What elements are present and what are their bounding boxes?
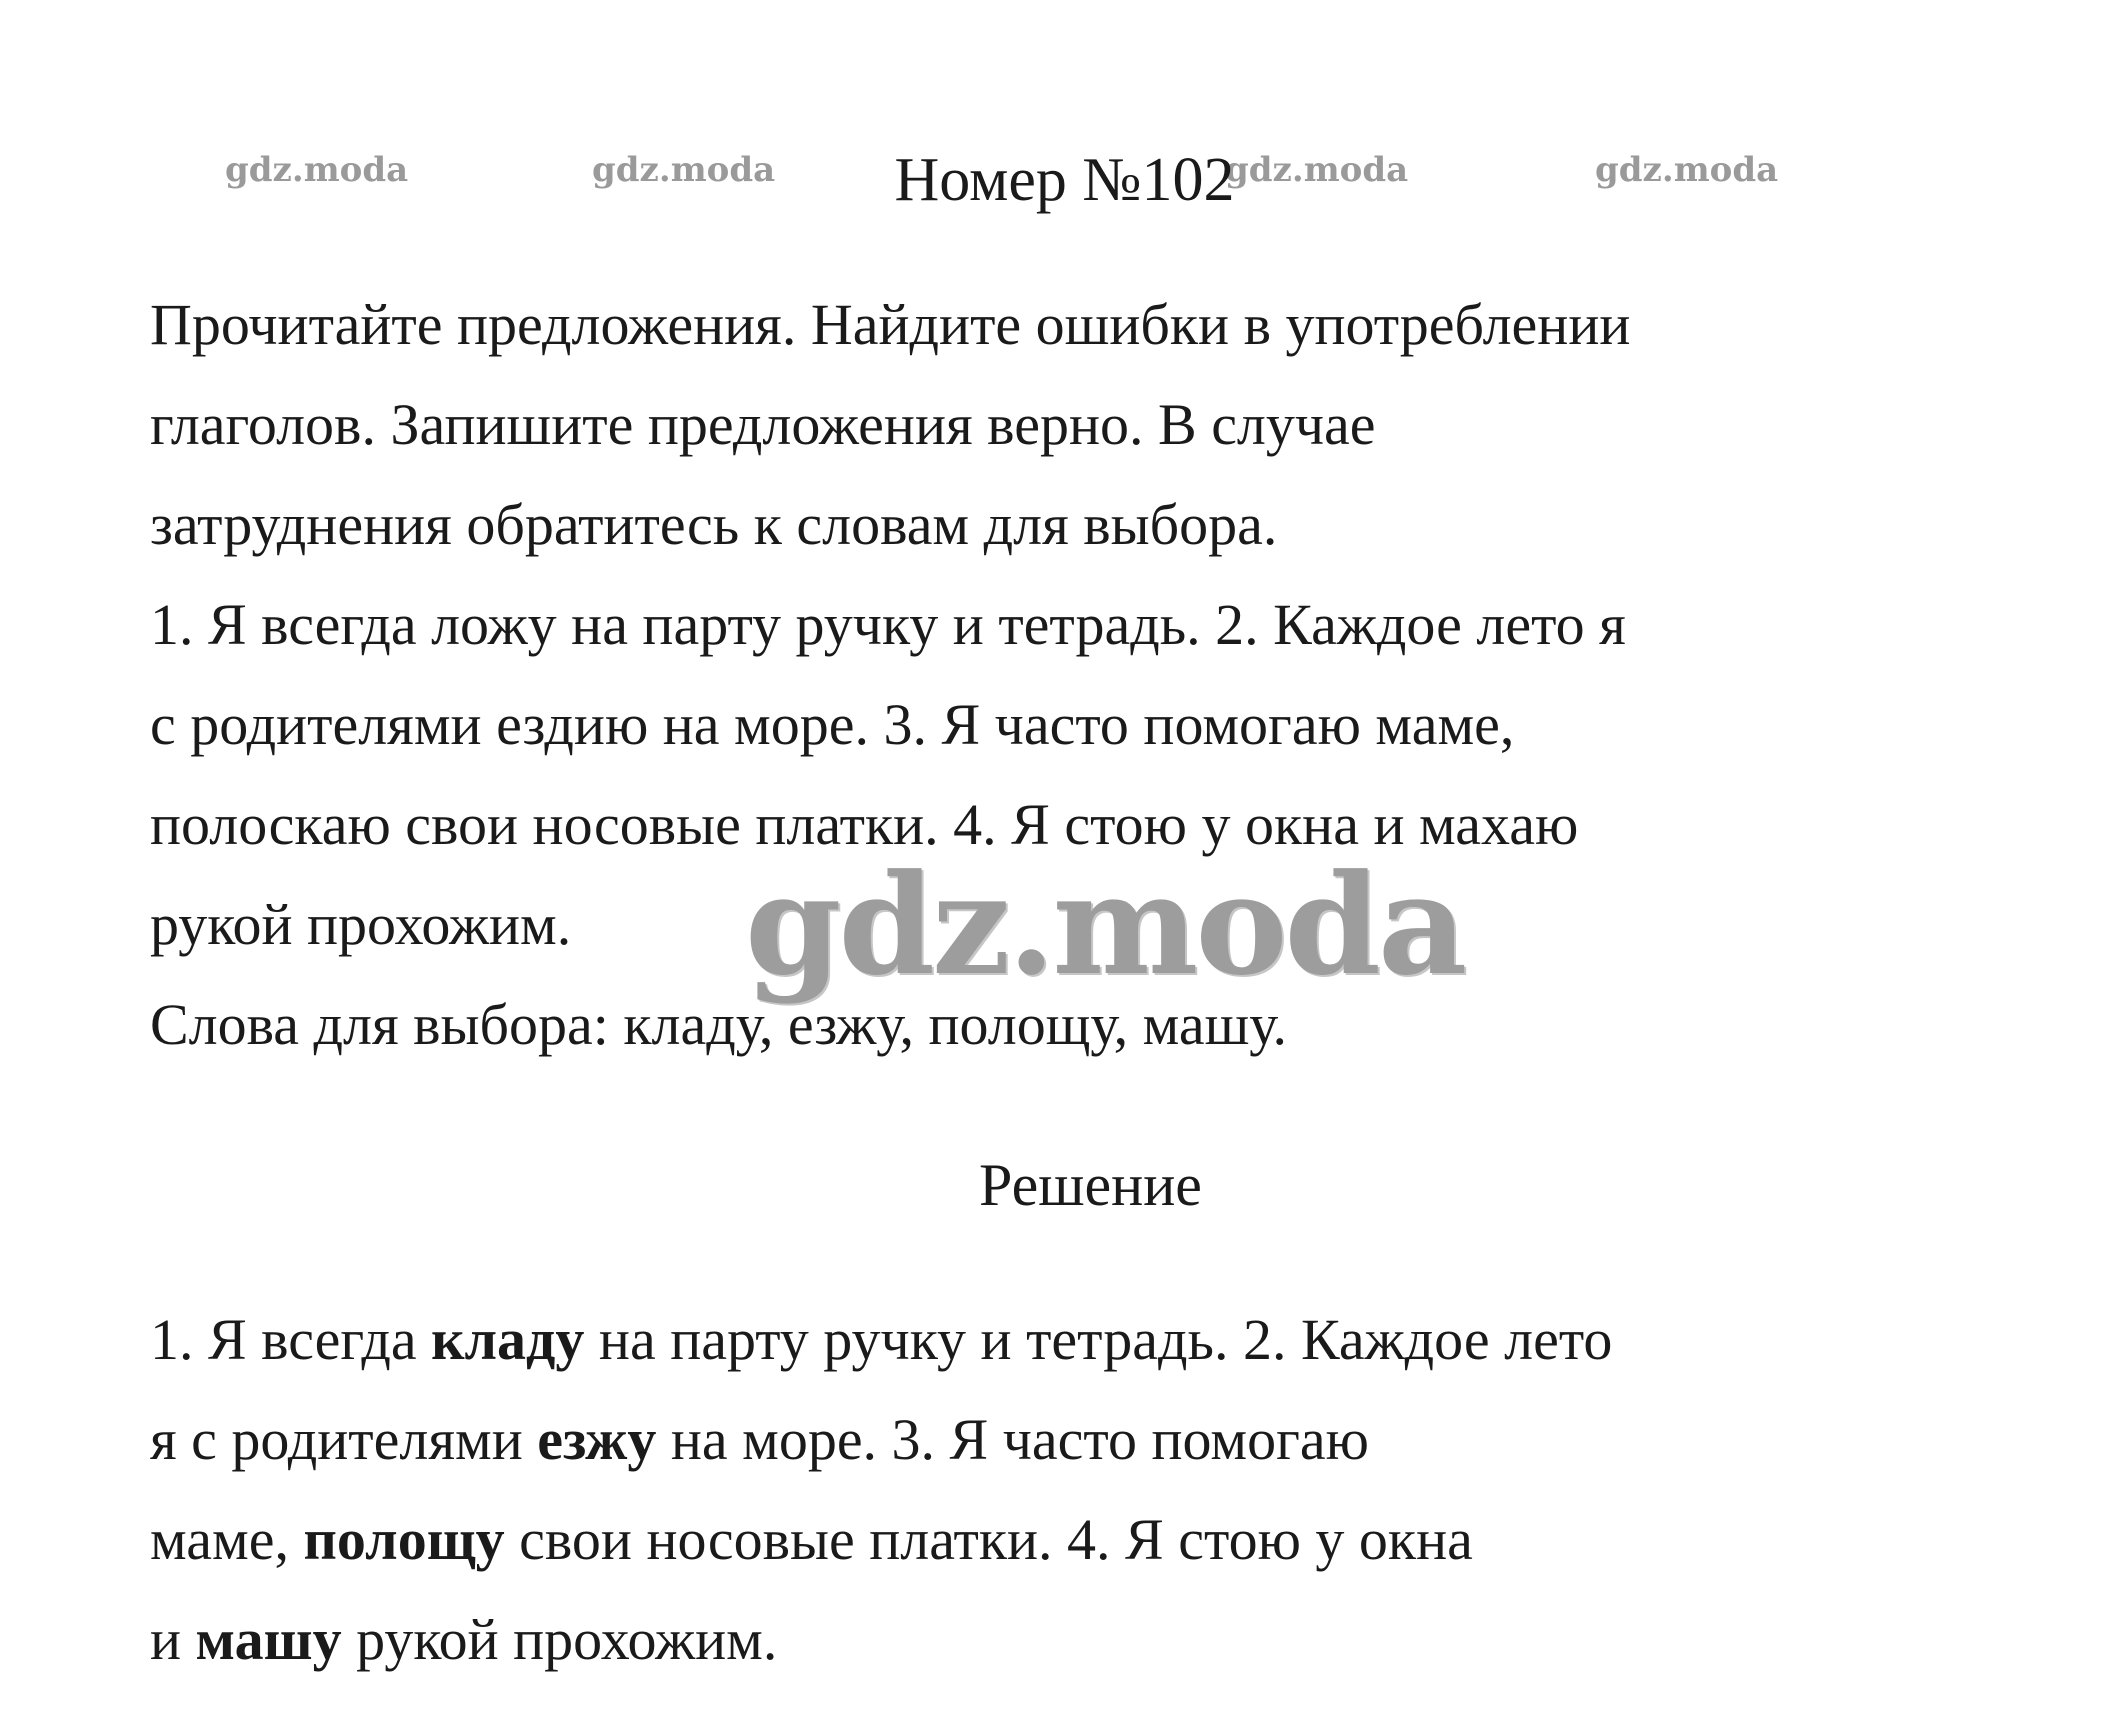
task-line: Слова для выбора: кладу, езжу, полощу, машу. xyxy=(150,992,1287,1057)
solution-line xyxy=(150,1590,1612,1690)
corrected-verb: кладу xyxy=(431,1307,585,1372)
solution-text-part: маме, xyxy=(150,1507,304,1572)
watermark-large: gdz.moda xyxy=(745,843,1465,1006)
solution-text-part: рукой прохожим. xyxy=(341,1607,778,1672)
solution-line xyxy=(150,1290,1612,1390)
page-title xyxy=(0,140,2121,220)
solution-text-part: и xyxy=(150,1607,196,1672)
corrected-verb: машу xyxy=(195,1607,342,1672)
corrected-verb: полощу xyxy=(303,1507,505,1572)
solution-line xyxy=(150,1390,1612,1490)
solution-heading: Решение xyxy=(979,1152,1202,1218)
task-line: рукой прохожим. xyxy=(150,892,572,957)
task-line: полоскаю свои носовые платки. 4. Я стою у окна и махаю xyxy=(150,792,1579,857)
task-line: Прочитайте предложения. Найдите ошибки в употреблении xyxy=(150,292,1631,357)
solution-text-part: свои носовые платки. 4. Я стою у окна xyxy=(504,1507,1473,1572)
task-line: затруднения обратитесь к словам для выбора. xyxy=(150,492,1278,557)
solution-line xyxy=(150,1490,1612,1590)
solution-text-part: 1. Я всегда xyxy=(150,1307,432,1372)
watermark: gdz.moda xyxy=(225,150,409,190)
solution-text-part: на парту ручку и тетрадь. 2. Каждое лето xyxy=(584,1307,1613,1372)
solution-text-part: на море. 3. Я часто помогаю xyxy=(656,1407,1369,1472)
watermark: gdz.moda xyxy=(1595,150,1779,190)
solution-text xyxy=(150,1290,1612,1690)
watermark: gdz.moda xyxy=(592,150,776,190)
task-line: глаголов. Запишите предложения верно. В случае xyxy=(150,392,1376,457)
task-line: 1. Я всегда ложу на парту ручку и тетрадь. 2. Каждое лето я xyxy=(150,592,1626,657)
page-title-text: Номер №102 xyxy=(894,146,1235,214)
solution-text-part: я с родителями xyxy=(150,1407,538,1472)
corrected-verb: езжу xyxy=(537,1407,657,1472)
watermark: gdz.moda xyxy=(1225,150,1409,190)
task-line: с родителями ездию на море. 3. Я часто помогаю маме, xyxy=(150,692,1515,757)
